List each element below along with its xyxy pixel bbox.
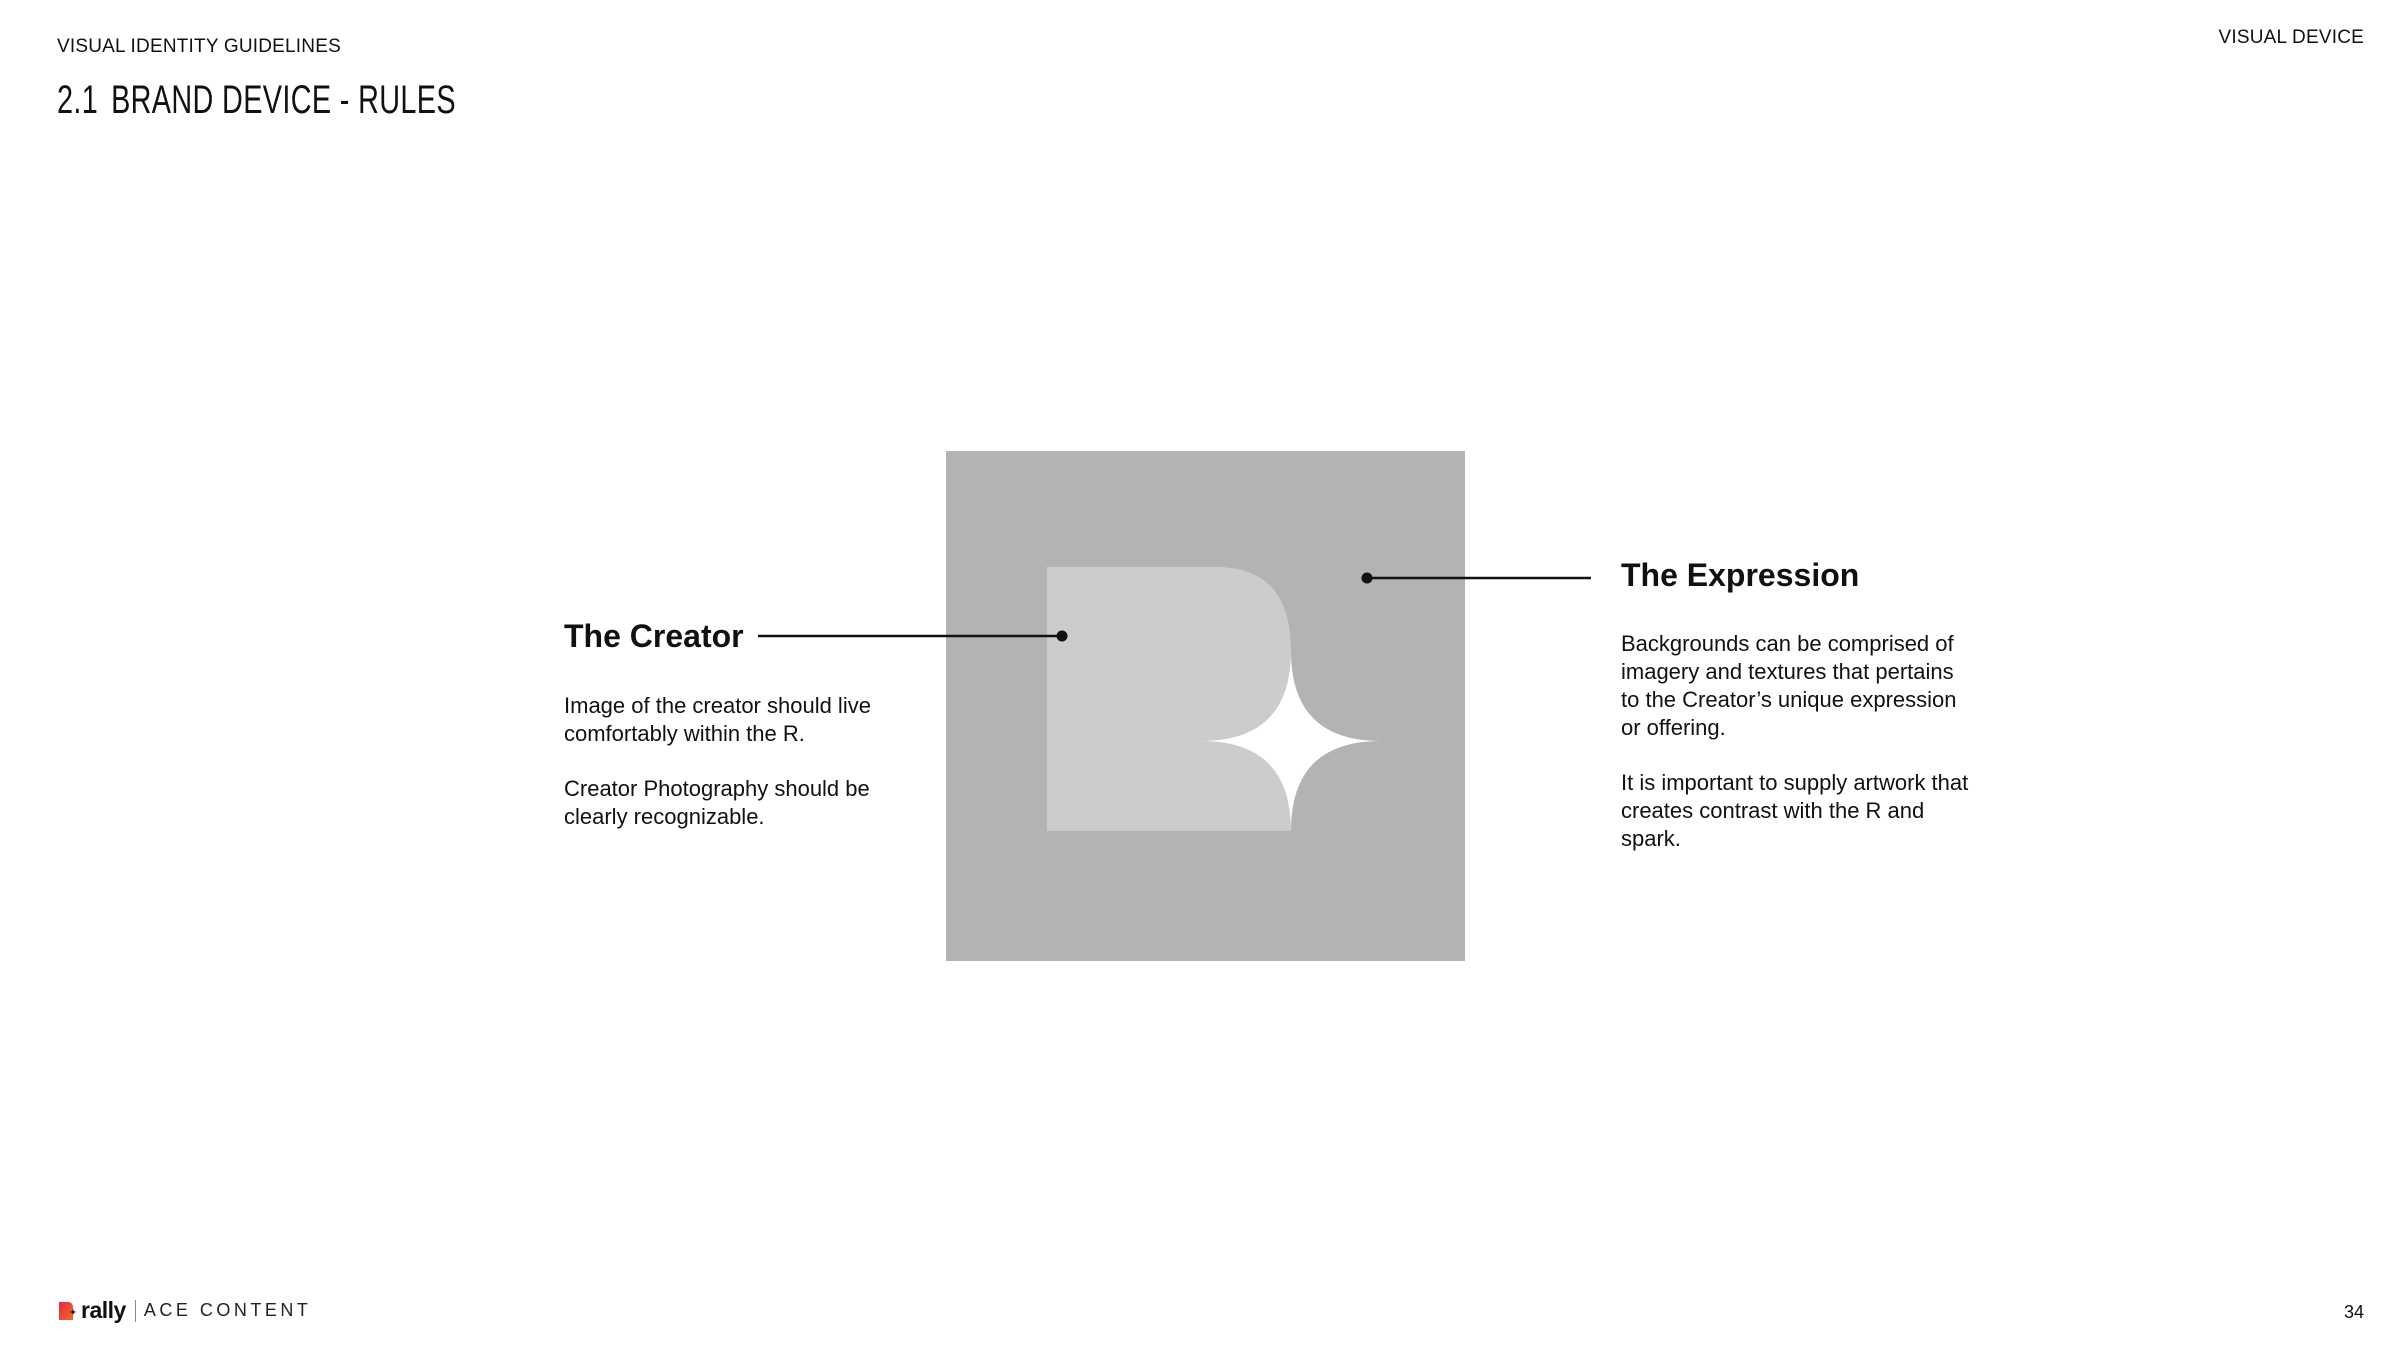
footer-logo <box>58 1297 311 1324</box>
expression-description <box>1621 630 1971 880</box>
section-label: VISUAL IDENTITY GUIDELINES <box>57 36 341 57</box>
expression-title: The Expression <box>1621 557 1860 593</box>
r-shape <box>1047 567 1291 831</box>
page-number: 34 <box>2343 1302 2364 1322</box>
rally-logo-text: rally <box>81 1297 126 1323</box>
creator-description <box>564 692 914 858</box>
creator-paragraph: Image of the creator should live comfortably within the R. <box>564 693 871 746</box>
brand-device <box>946 451 1465 961</box>
brand-device-graphic <box>946 451 1465 961</box>
creator-title: The Creator <box>564 618 744 654</box>
creator-paragraph: Creator Photography should be clearly recognizable. <box>564 776 870 829</box>
page-title-number: 2.1 <box>57 78 99 122</box>
page-title-text: BRAND DEVICE - RULES <box>111 78 456 122</box>
chapter-label: VISUAL DEVICE <box>2218 27 2364 48</box>
expression-paragraph: Backgrounds can be comprised of imagery and textures that pertains to the Creator’s unique expression or offering. <box>1621 631 1957 740</box>
logo-divider <box>135 1300 136 1322</box>
partner-logo-text: ACE CONTENT <box>143 1300 312 1320</box>
page-title <box>57 78 456 123</box>
expression-paragraph: It is important to supply artwork that creates contrast with the R and spark. <box>1621 770 1969 851</box>
rally-logo-icon <box>58 1301 78 1321</box>
